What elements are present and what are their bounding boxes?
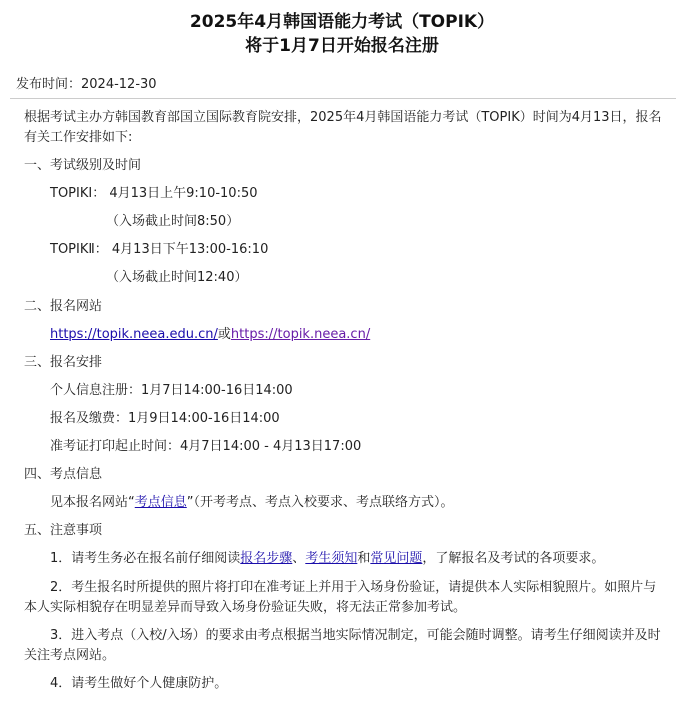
test-center-suffix: ”（开考考点、考点入校要求、考点联络方式）。	[186, 495, 454, 510]
note-1-prefix: 1．请考生务必在报名前仔细阅读	[50, 551, 241, 566]
candidate-notice-link[interactable]: 考生须知	[305, 551, 358, 566]
intro-line-1: 根据考试主办方韩国教育部国立国际教育院安排，2025年4月韩国语能力考试（TOPIK）时间为4月13日，报名	[24, 110, 662, 125]
section-4-heading: 四、考点信息	[24, 467, 103, 482]
note-3-line-1: 3．进入考点（入校/入场）的要求由考点根据当地实际情况制定，可能会随时调整。请考生仔细阅读并及时	[50, 628, 661, 643]
test-center-link[interactable]: 考点信息	[134, 495, 187, 510]
arrangement-item-1: 个人信息注册：1月7日14:00-16日14:00	[50, 383, 293, 398]
section-3-heading: 三、报名安排	[24, 355, 103, 370]
topik-2-entry-note: （入场截止时间12:40）	[106, 270, 248, 285]
section-2-heading: 二、报名网站	[24, 299, 103, 314]
test-center-info	[50, 493, 454, 513]
section-1-heading: 一、考试级别及时间	[24, 158, 142, 173]
topik-1-schedule: TOPIKⅠ： 4月13日上午9:10-10:50	[50, 186, 258, 201]
publish-label: 发布时间：	[16, 77, 82, 92]
note-2-line-2: 本人实际相貌存在明显差异而导致入场身份验证失败，将无法正常参加考试。	[24, 600, 467, 615]
faq-link[interactable]: 常见问题	[370, 551, 423, 566]
article-title	[0, 0, 684, 58]
publish-date: 2024-12-30	[81, 77, 157, 92]
link-or-text: 或	[217, 327, 231, 342]
registration-sites	[50, 325, 370, 345]
note-3-line-2: 关注考点网站。	[24, 648, 116, 663]
title-divider	[10, 98, 676, 99]
title-line-2: 将于1月7日开始报名注册	[245, 36, 439, 56]
arrangement-item-3: 准考证打印起止时间：4月7日14:00 - 4月13日17:00	[50, 439, 362, 454]
test-center-prefix: 见本报名网站“	[50, 495, 135, 510]
note-1	[50, 549, 604, 569]
topik-1-entry-note: （入场截止时间8:50）	[106, 214, 240, 229]
note-1-separator: 、	[292, 551, 306, 566]
topik-2-schedule: TOPIKⅡ： 4月13日下午13:00-16:10	[50, 242, 269, 257]
registration-link-1[interactable]: https://topik.neea.edu.cn/	[50, 327, 218, 342]
note-2-line-1: 2．考生报名时所提供的照片将打印在准考证上并用于入场身份验证，请提供本人实际相貌照片。如照片与	[50, 580, 657, 595]
publish-meta	[16, 73, 157, 92]
intro-line-2: 有关工作安排如下:	[24, 130, 133, 145]
section-5-heading: 五、注意事项	[24, 523, 103, 538]
arrangement-item-2: 报名及缴费：1月9日14:00-16日14:00	[50, 411, 280, 426]
registration-link-2[interactable]: https://topik.neea.cn/	[230, 327, 371, 342]
registration-steps-link[interactable]: 报名步骤	[240, 551, 293, 566]
note-4: 4．请考生做好个人健康防护。	[50, 676, 228, 691]
note-1-and: 和	[357, 551, 371, 566]
title-line-1: 2025年4月韩国语能力考试（TOPIK）	[189, 12, 495, 32]
note-1-suffix: ，了解报名及考试的各项要求。	[422, 551, 605, 566]
